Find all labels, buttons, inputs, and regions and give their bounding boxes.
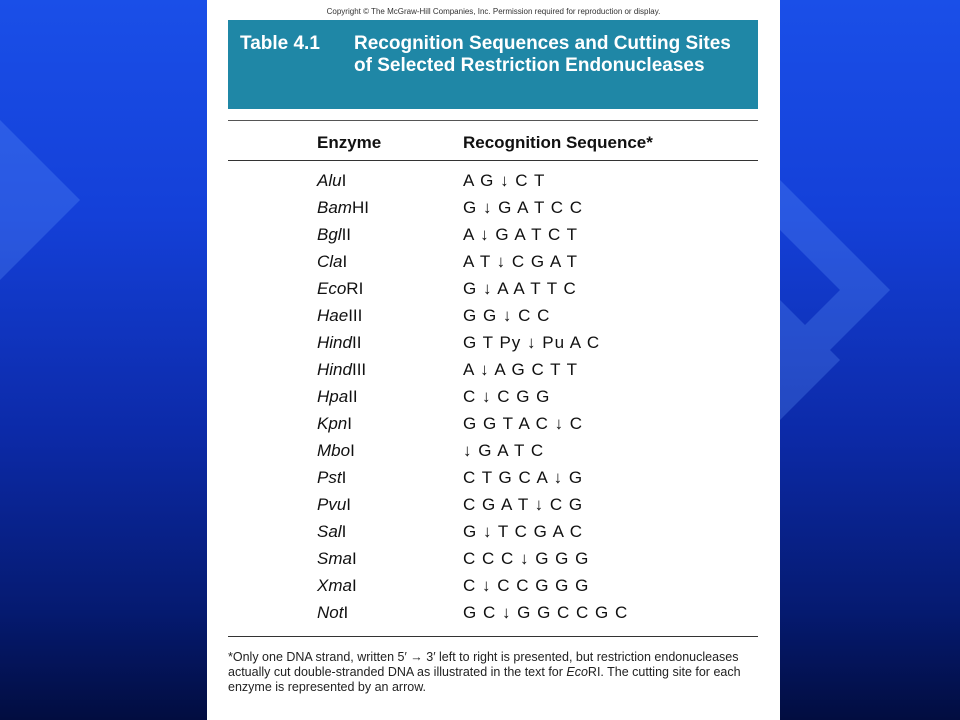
enzyme-name-suffix: I	[341, 522, 347, 541]
table-row	[207, 278, 780, 305]
recognition-sequence: ↓ G A T C	[463, 441, 545, 460]
table-page	[207, 0, 780, 720]
enzyme-name-suffix: RI	[346, 279, 364, 298]
enzyme-name-italic: Pst	[317, 468, 342, 487]
column-header-enzyme: Enzyme	[317, 133, 382, 152]
footnote-text-2: RI. The cutting site for each enzyme is represented by an arrow.	[228, 665, 741, 694]
enzyme-name-suffix: HI	[351, 198, 369, 217]
table-row	[207, 467, 780, 494]
enzyme-name-suffix: I	[342, 252, 348, 271]
recognition-sequence: A G ↓ C T	[463, 171, 546, 190]
enzyme-name-suffix: III	[348, 306, 363, 325]
table-row	[207, 602, 780, 629]
table-row	[207, 170, 780, 197]
enzyme-name-italic: Not	[317, 603, 344, 622]
table-row	[207, 575, 780, 602]
enzyme-name	[317, 224, 351, 246]
recognition-sequence: G ↓ G A T C C	[463, 198, 584, 217]
enzyme-name-italic: Mbo	[317, 441, 351, 460]
table-title: Recognition Sequences and Cutting Sites of Selected Restriction Endonucleases	[354, 33, 731, 76]
footer-rule	[228, 636, 758, 637]
enzyme-name-suffix: II	[351, 333, 362, 352]
enzyme-name	[317, 197, 369, 219]
enzyme-name-suffix: I	[347, 414, 352, 433]
enzyme-name-suffix: II	[341, 225, 352, 244]
recognition-sequence: C C C ↓ G G G	[463, 549, 590, 568]
enzyme-name	[317, 278, 363, 300]
enzyme-name-italic: Pvu	[317, 495, 347, 514]
recognition-sequence: G ↓ A A T T C	[463, 279, 577, 298]
enzyme-name-italic: Cla	[317, 252, 343, 271]
recognition-sequence: A ↓ G A T C T	[463, 225, 579, 244]
enzyme-name	[317, 359, 366, 381]
recognition-sequence: G G ↓ C C	[463, 306, 551, 325]
table-row	[207, 440, 780, 467]
recognition-sequence: G C ↓ G G C C G C	[463, 603, 629, 622]
enzyme-name	[317, 332, 361, 354]
recognition-sequence: C ↓ C G G	[463, 387, 551, 406]
enzyme-name-italic: Sma	[317, 549, 352, 568]
table-number: Table 4.1	[240, 33, 320, 54]
recognition-sequence: G G T A C ↓ C	[463, 414, 584, 433]
table-row	[207, 251, 780, 278]
recognition-sequence: C G A T ↓ C G	[463, 495, 584, 514]
table-row	[207, 197, 780, 224]
enzyme-name-italic: Bam	[317, 198, 352, 217]
table-row	[207, 548, 780, 575]
enzyme-name	[317, 575, 357, 597]
enzyme-name-suffix: I	[351, 549, 357, 568]
enzyme-name	[317, 251, 347, 273]
enzyme-name-suffix: II	[348, 387, 358, 406]
recognition-sequence: G ↓ T C G A C	[463, 522, 584, 541]
enzyme-name-italic: Hind	[317, 360, 352, 379]
header-rule	[228, 160, 758, 161]
table-row	[207, 224, 780, 251]
enzyme-name	[317, 413, 352, 435]
enzyme-name-suffix: I	[341, 171, 347, 190]
table-row	[207, 359, 780, 386]
enzyme-name-italic: Eco	[317, 279, 347, 298]
enzyme-name	[317, 494, 351, 516]
enzyme-name-italic: Hind	[317, 333, 352, 352]
enzyme-name	[317, 467, 346, 489]
enzyme-name-italic: Hpa	[317, 387, 349, 406]
copyright-notice: Copyright © The McGraw-Hill Companies, Inc. Permission required for reproduction or display.	[326, 7, 661, 16]
top-rule	[228, 120, 758, 121]
table-row	[207, 305, 780, 332]
table-row	[207, 413, 780, 440]
recognition-sequence: C T G C A ↓ G	[463, 468, 584, 487]
enzyme-name-suffix: I	[351, 576, 357, 595]
enzyme-name-italic: Alu	[317, 171, 342, 190]
table-row	[207, 494, 780, 521]
table-footnote	[228, 650, 763, 695]
enzyme-name-suffix: I	[341, 468, 347, 487]
enzyme-name-suffix: III	[351, 360, 367, 379]
enzyme-name	[317, 548, 357, 570]
table-body	[207, 170, 780, 629]
table-row	[207, 332, 780, 359]
enzyme-name-italic: Kpn	[317, 414, 348, 433]
enzyme-name-suffix: I	[343, 603, 349, 622]
enzyme-name	[317, 602, 348, 624]
enzyme-name-italic: Bgl	[317, 225, 342, 244]
enzyme-name	[317, 386, 358, 408]
recognition-sequence: A ↓ A G C T T	[463, 360, 579, 379]
enzyme-name	[317, 305, 362, 327]
recognition-sequence: C ↓ C C G G G	[463, 576, 590, 595]
recognition-sequence: A T ↓ C G A T	[463, 252, 579, 271]
column-header-sequence: Recognition Sequence*	[463, 133, 653, 152]
table-row	[207, 521, 780, 548]
enzyme-name-suffix: I	[350, 441, 355, 460]
enzyme-name-italic: Hae	[317, 306, 349, 325]
enzyme-name	[317, 170, 346, 192]
footnote-text-italic: Eco	[566, 665, 588, 679]
table-title-banner	[228, 20, 758, 109]
enzyme-name	[317, 521, 346, 543]
enzyme-name-suffix: I	[346, 495, 352, 514]
table-row	[207, 386, 780, 413]
enzyme-name-italic: Sal	[317, 522, 342, 541]
enzyme-name	[317, 440, 355, 462]
enzyme-name-italic: Xma	[317, 576, 352, 595]
recognition-sequence: G T Py ↓ Pu A C	[463, 333, 601, 352]
footnote-text-1: *Only one DNA strand, written 5′ → 3′ left to right is presented, but restriction endonucleases actually cut double-stranded DNA as illustrated in the text for	[228, 650, 739, 679]
